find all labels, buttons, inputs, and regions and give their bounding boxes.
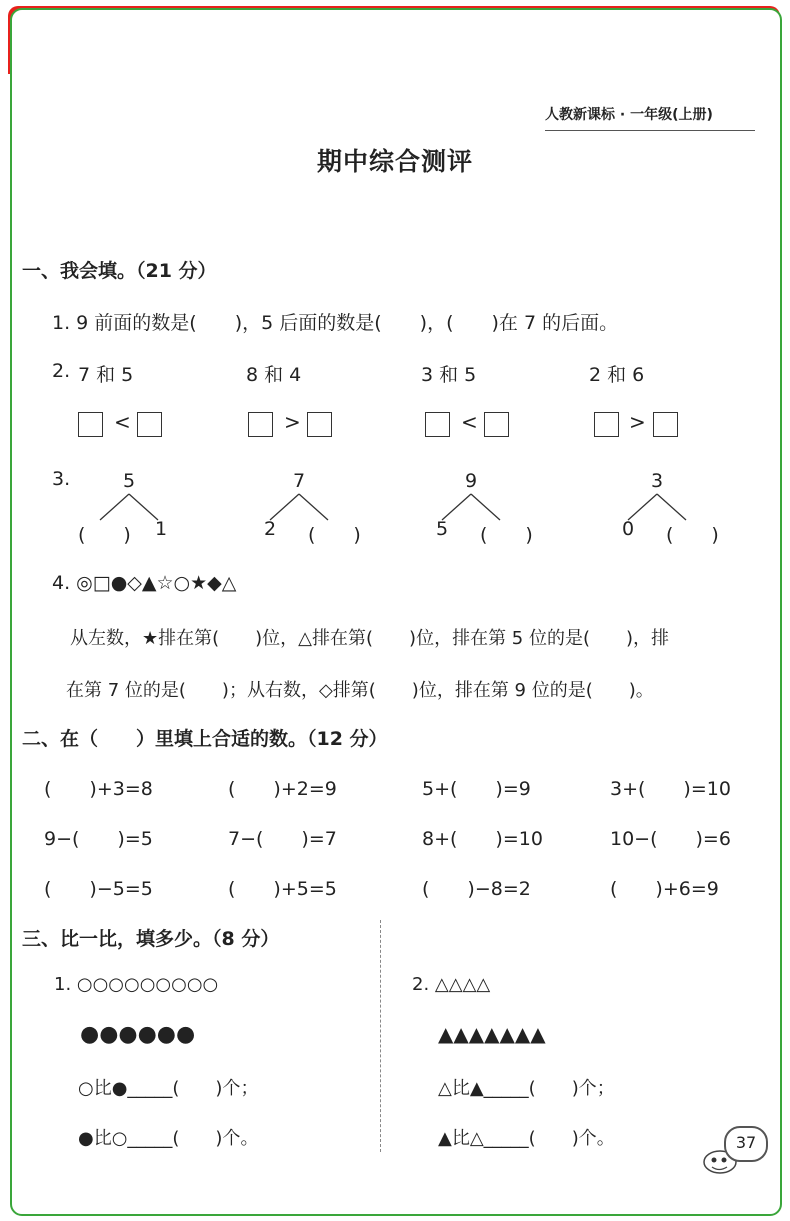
section1-heading: 一、我会填。（21 分）: [22, 260, 217, 282]
compare-2-line-1[interactable]: △比▲_____( )个；: [438, 1078, 615, 1099]
compare-op-1: <: [114, 410, 131, 434]
compare-1-line-2[interactable]: ●比○_____( )个。: [78, 1128, 259, 1149]
equation[interactable]: ( )+6=9: [610, 878, 719, 900]
column-divider: [380, 920, 381, 1152]
section2-heading: 二、在（ ）里填上合适的数。（12 分）: [22, 728, 388, 750]
tree-4-right[interactable]: ( ): [666, 524, 719, 546]
compare-op-2: >: [284, 410, 301, 434]
question-2-number: 2.: [52, 360, 71, 382]
answer-box[interactable]: [137, 412, 162, 437]
q2-pair-1: 7 和 5: [78, 364, 134, 386]
answer-box[interactable]: [78, 412, 103, 437]
section3-heading: 三、比一比，填多少。（8 分）: [22, 928, 280, 950]
answer-box[interactable]: [653, 412, 678, 437]
question-3-number: 3.: [52, 468, 71, 490]
equation[interactable]: 5+( )=9: [422, 778, 531, 800]
equation[interactable]: 9−( )=5: [44, 828, 153, 850]
page-number: 37: [724, 1126, 768, 1162]
compare-op-4: >: [629, 410, 646, 434]
equation[interactable]: 10−( )=6: [610, 828, 731, 850]
question-4-symbols: 4. ◎□●◇▲☆○★◆△: [52, 572, 237, 594]
compare-op-3: <: [461, 410, 478, 434]
tree-3-right[interactable]: ( ): [480, 524, 533, 546]
compare-1-white-circles: 1. ○○○○○○○○○: [54, 974, 219, 995]
tree-1-right: 1: [155, 518, 168, 540]
tree-2-top: 7: [293, 470, 306, 492]
tree-2-left: 2: [264, 518, 277, 540]
equation[interactable]: 8+( )=10: [422, 828, 543, 850]
question-4-line-2: 从左数，★排在第( )位，△排在第( )位，排在第 5 位的是( )，排: [70, 628, 670, 649]
tree-4-left: 0: [622, 518, 635, 540]
equation[interactable]: ( )+2=9: [228, 778, 337, 800]
equation[interactable]: 3+( )=10: [610, 778, 731, 800]
tree-3-top: 9: [465, 470, 478, 492]
answer-box[interactable]: [484, 412, 509, 437]
question-4-line-3: 在第 7 位的是( )；从右数，◇排第( )位，排在第 9 位的是( )。: [66, 680, 654, 701]
q2-pair-3: 3 和 5: [421, 364, 477, 386]
answer-box[interactable]: [248, 412, 273, 437]
equation[interactable]: 7−( )=7: [228, 828, 337, 850]
compare-2-white-triangles: 2. △△△△: [412, 974, 491, 995]
answer-box[interactable]: [307, 412, 332, 437]
q2-pair-2: 8 和 4: [246, 364, 302, 386]
compare-1-black-circles: ●●●●●●: [80, 1022, 196, 1047]
equation[interactable]: ( )−5=5: [44, 878, 153, 900]
q2-pair-4: 2 和 6: [589, 364, 645, 386]
tree-3-left: 5: [436, 518, 449, 540]
equation[interactable]: ( )−8=2: [422, 878, 531, 900]
equation[interactable]: ( )+5=5: [228, 878, 337, 900]
compare-1-line-1[interactable]: ○比●_____( )个；: [78, 1078, 259, 1099]
compare-2-line-2[interactable]: ▲比△_____( )个。: [438, 1128, 615, 1149]
tree-2-right[interactable]: ( ): [308, 524, 361, 546]
compare-2-black-triangles: ▲▲▲▲▲▲▲: [438, 1022, 546, 1046]
equation[interactable]: ( )+3=8: [44, 778, 153, 800]
tree-1-left[interactable]: ( ): [78, 524, 131, 546]
tree-1-top: 5: [123, 470, 136, 492]
question-1: 1. 9 前面的数是( )，5 后面的数是( )，( )在 7 的后面。: [52, 312, 619, 334]
tree-4-top: 3: [651, 470, 664, 492]
series-label: 人教新课标 · 一年级(上册): [545, 104, 755, 131]
answer-box[interactable]: [425, 412, 450, 437]
answer-box[interactable]: [594, 412, 619, 437]
page-title: 期中综合测评: [316, 147, 473, 176]
